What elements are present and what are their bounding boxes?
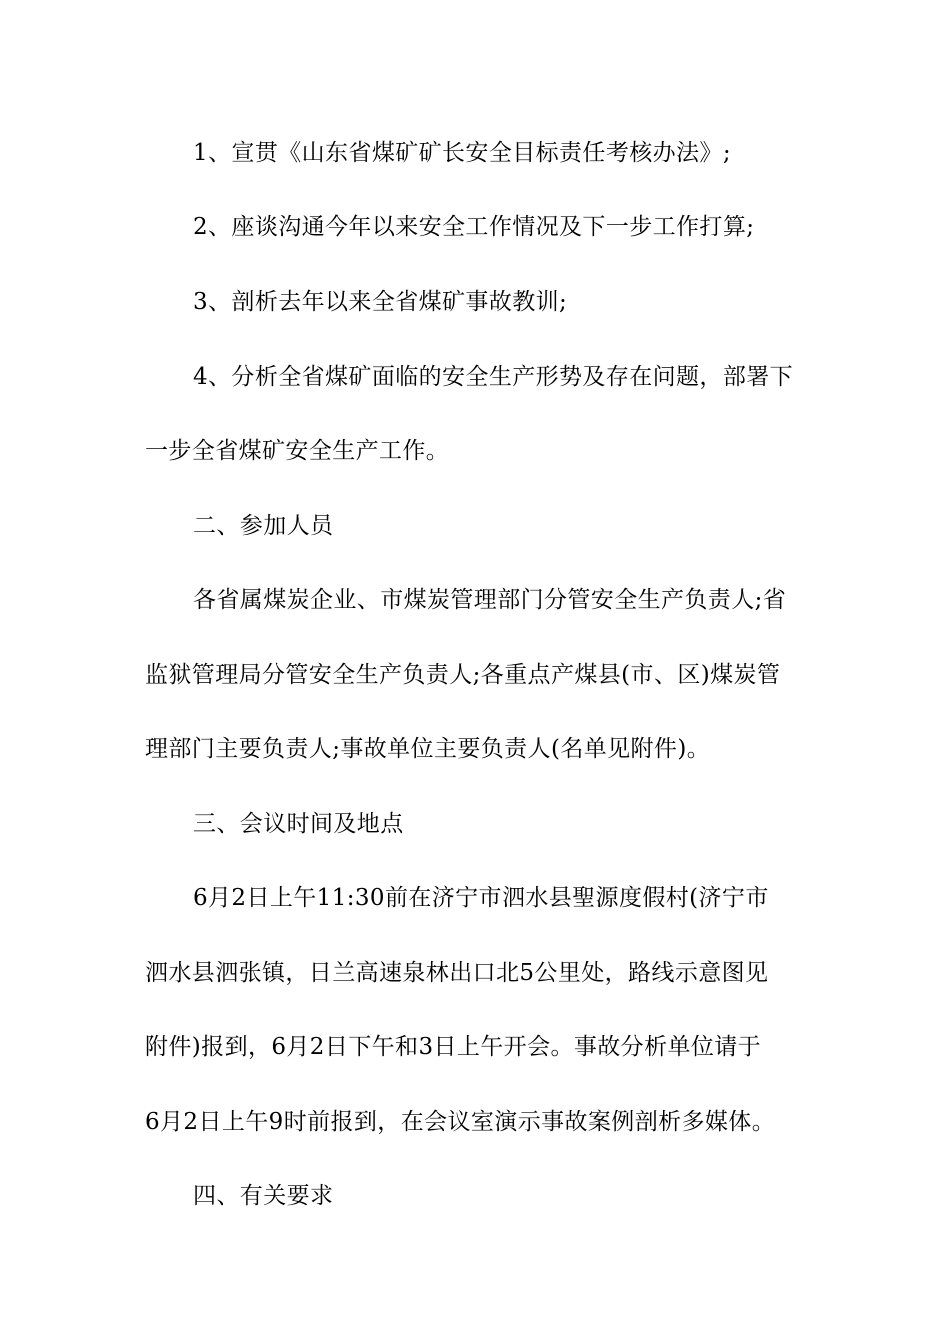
agenda-item-2: 2、座谈沟通今年以来安全工作情况及下一步工作打算; [193,214,755,240]
participants-line-2: 监狱管理局分管安全生产负责人;各重点产煤县(市、区)煤炭管 [145,662,781,688]
agenda-item-3: 3、剖析去年以来全省煤矿事故教训; [193,289,568,315]
time-location-line-2: 泗水县泗张镇，日兰高速泉林出口北5公里处，路线示意图见 [145,960,769,986]
time-location-line-1: 6月2日上午11:30前在济宁市泗水县聖源度假村(济宁市 [193,885,769,911]
time-location-line-3: 附件)报到，6月2日下午和3日上午开会。事故分析单位请于 [145,1034,762,1060]
agenda-item-1: 1、宣贯《山东省煤矿矿长安全目标责任考核办法》; [193,140,731,166]
agenda-item-4-line-1: 4、分析全省煤矿面临的安全生产形势及存在问题，部署下 [193,364,794,390]
participants-line-3: 理部门主要负责人;事故单位主要负责人(名单见附件)。 [145,736,711,762]
agenda-item-4-line-2: 一步全省煤矿安全生产工作。 [145,438,450,464]
section-heading-participants: 二、参加人员 [193,513,334,539]
time-location-line-4: 6月2日上午9时前报到，在会议室演示事故案例剖析多媒体。 [145,1109,776,1135]
participants-line-1: 各省属煤炭企业、市煤炭管理部门分管安全生产负责人;省 [193,587,787,613]
section-heading-time-location: 三、会议时间及地点 [193,811,404,837]
section-heading-requirements: 四、有关要求 [193,1183,334,1209]
